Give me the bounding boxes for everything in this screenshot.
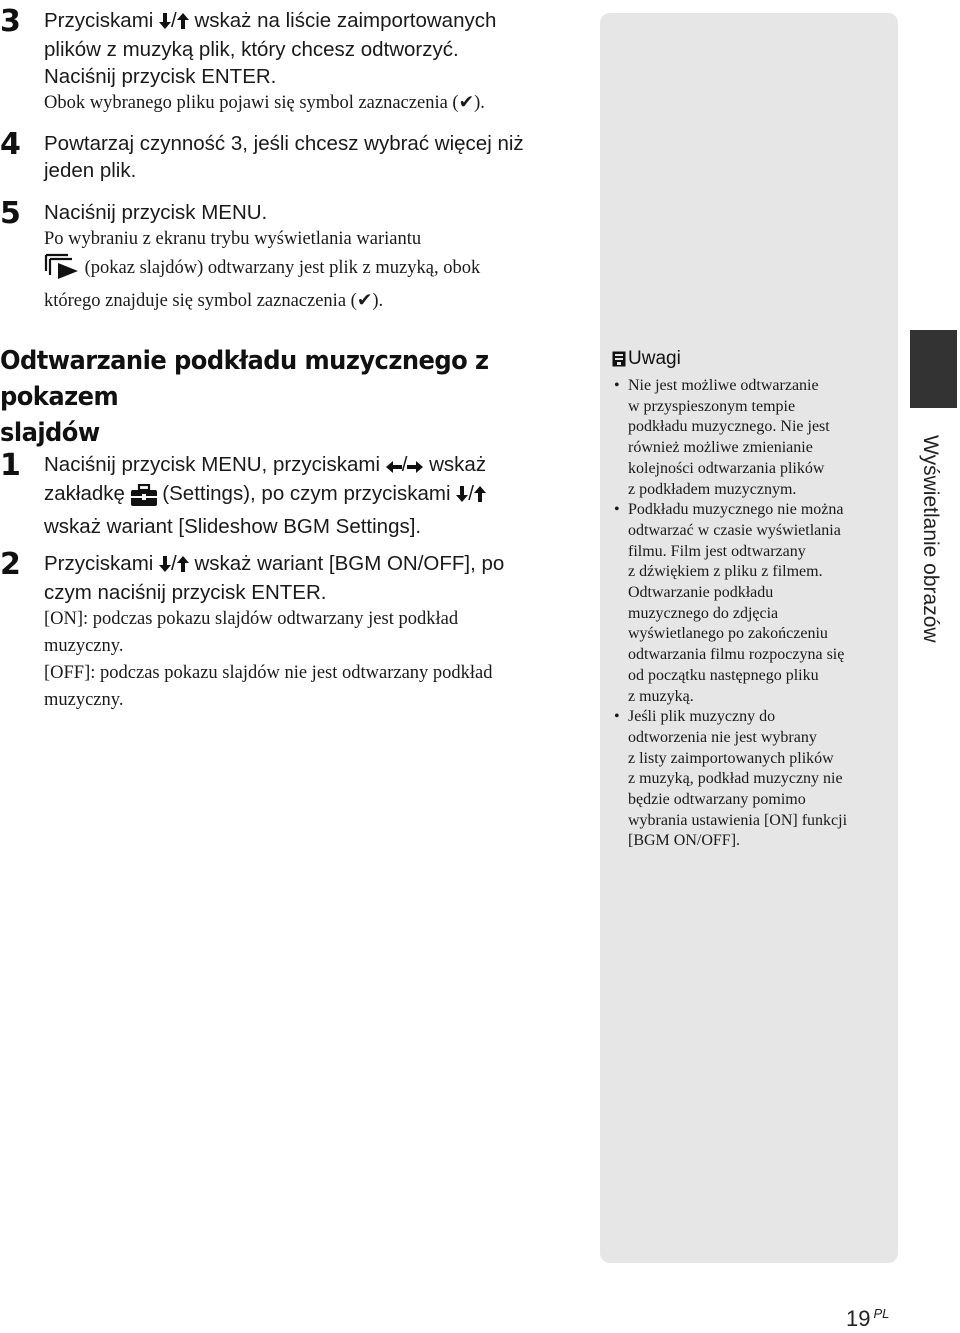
- arrow-down-icon: [456, 482, 468, 509]
- step-number: 5: [0, 196, 21, 231]
- text-line: Naciśnij przycisk MENU, przyciskami / wskaż: [44, 451, 486, 480]
- text-line: muzyczny.: [44, 690, 124, 710]
- note-line: od początku następnego pliku: [628, 666, 819, 684]
- heading-line: slajdów: [0, 418, 100, 448]
- section-heading: [0, 343, 549, 451]
- arrow-up-icon: [474, 482, 486, 509]
- note-line: Podkładu muzycznego nie można: [628, 501, 844, 519]
- note-icon: [612, 351, 626, 373]
- note-line: Jeśli plik muzyczny do: [628, 708, 776, 726]
- arrow-up-icon: [177, 552, 189, 579]
- text-line: muzyczny.: [44, 636, 124, 656]
- arrow-up-icon: [177, 9, 189, 36]
- text-line: Naciśnij przycisk ENTER.: [44, 65, 277, 88]
- note-line: wybrania ustawienia [ON] funkcji: [628, 811, 848, 829]
- text-line: czym naciśnij przycisk ENTER.: [44, 581, 327, 604]
- bullet: •: [614, 377, 620, 394]
- bullet: •: [614, 708, 620, 726]
- text-line: [ON]: podczas pokazu slajdów odtwarzany jest podkład: [44, 609, 459, 629]
- note-line: z dźwiękiem z pliku z filmem.: [628, 563, 823, 581]
- note-line: Nie jest możliwe odtwarzanie: [628, 377, 819, 394]
- note-item: [612, 500, 847, 707]
- note-line: kolejności odtwarzania plików: [628, 459, 825, 477]
- note-line: odtwarzania filmu rozpoczyna się: [628, 646, 845, 664]
- notes-title: [612, 348, 681, 373]
- text-line: (pokaz slajdów) odtwarzany jest plik z muzyką, obok: [44, 253, 480, 288]
- note-line: wyświetlanego po zakończeniu: [628, 625, 828, 643]
- toolbox-icon: [131, 484, 157, 513]
- arrow-right-icon: [407, 453, 423, 480]
- notes-title-text: Uwagi: [628, 348, 681, 369]
- step-number: 4: [0, 127, 21, 162]
- arrow-left-icon: [386, 453, 402, 480]
- step-body: [44, 550, 504, 714]
- note-line: Odtwarzanie podkładu: [628, 584, 774, 602]
- side-section-label: Wyświetlanie obrazów: [919, 435, 942, 643]
- page-number-value: 19: [846, 1306, 871, 1331]
- note-item: [612, 376, 847, 500]
- note-line: filmu. Film jest odtwarzany: [628, 542, 806, 560]
- notes-list: [612, 376, 847, 852]
- text-line: [OFF]: podczas pokazu slajdów nie jest odtwarzany podkład: [44, 663, 493, 683]
- note-line: w przyspieszonym tempie: [628, 397, 796, 415]
- step-body: [44, 451, 486, 540]
- note-line: podkładu muzycznego. Nie jest: [628, 418, 830, 436]
- note-item: [612, 707, 847, 852]
- note-line: odtworzenia nie jest wybrany: [628, 728, 817, 746]
- slideshow-icon: [44, 253, 80, 288]
- step-number: 2: [0, 547, 21, 582]
- step-body: [44, 7, 496, 117]
- heading-line: Odtwarzanie podkładu muzycznego z pokazem: [0, 346, 489, 412]
- text-line: Przyciskami / wskaż wariant [BGM ON/OFF], po: [44, 550, 504, 579]
- step-number: 3: [0, 4, 21, 39]
- note-line: muzycznego do zdjęcia: [628, 604, 779, 622]
- note-line: z listy zaimportowanych plików: [628, 749, 834, 767]
- text-line: Przyciskami / wskaż na liście zaimportowanych: [44, 7, 496, 36]
- note-line: odtwarzać w czasie wyświetlania: [628, 521, 841, 539]
- text-line: Naciśnij przycisk MENU.: [44, 201, 268, 224]
- note-line: z podkładem muzycznym.: [628, 480, 797, 498]
- step-body: [44, 130, 524, 184]
- text-line: Powtarzaj czynność 3, jeśli chcesz wybrać więcej niż: [44, 132, 524, 155]
- text-line: Po wybraniu z ekranu trybu wyświetlania wariantu: [44, 229, 422, 249]
- arrow-down-icon: [159, 552, 171, 579]
- text-line: którego znajduje się symbol zaznaczenia (✔).: [44, 291, 384, 311]
- text-line: wskaż wariant [Slideshow BGM Settings].: [44, 515, 422, 538]
- text-line: zakładkę (Settings), po czym przyciskami /: [44, 480, 486, 513]
- text-line: jeden plik.: [44, 159, 137, 182]
- note-line: również możliwe zmienianie: [628, 439, 813, 457]
- text-line: plików z muzyką plik, który chcesz odtworzyć.: [44, 38, 459, 61]
- bullet: •: [614, 501, 620, 519]
- page-number: [846, 1306, 889, 1332]
- note-line: z muzyką, podkład muzyczny nie: [628, 770, 843, 788]
- note-line: będzie odtwarzany pomimo: [628, 791, 806, 809]
- step-number: 1: [0, 448, 21, 483]
- step-body: [44, 199, 480, 315]
- arrow-down-icon: [159, 9, 171, 36]
- text-line: Obok wybranego pliku pojawi się symbol zaznaczenia (✔).: [44, 93, 485, 113]
- note-line: [BGM ON/OFF].: [628, 832, 741, 850]
- note-line: z muzyką.: [628, 687, 694, 705]
- section-tab-marker: [910, 330, 957, 408]
- page-language: PL: [873, 1306, 890, 1321]
